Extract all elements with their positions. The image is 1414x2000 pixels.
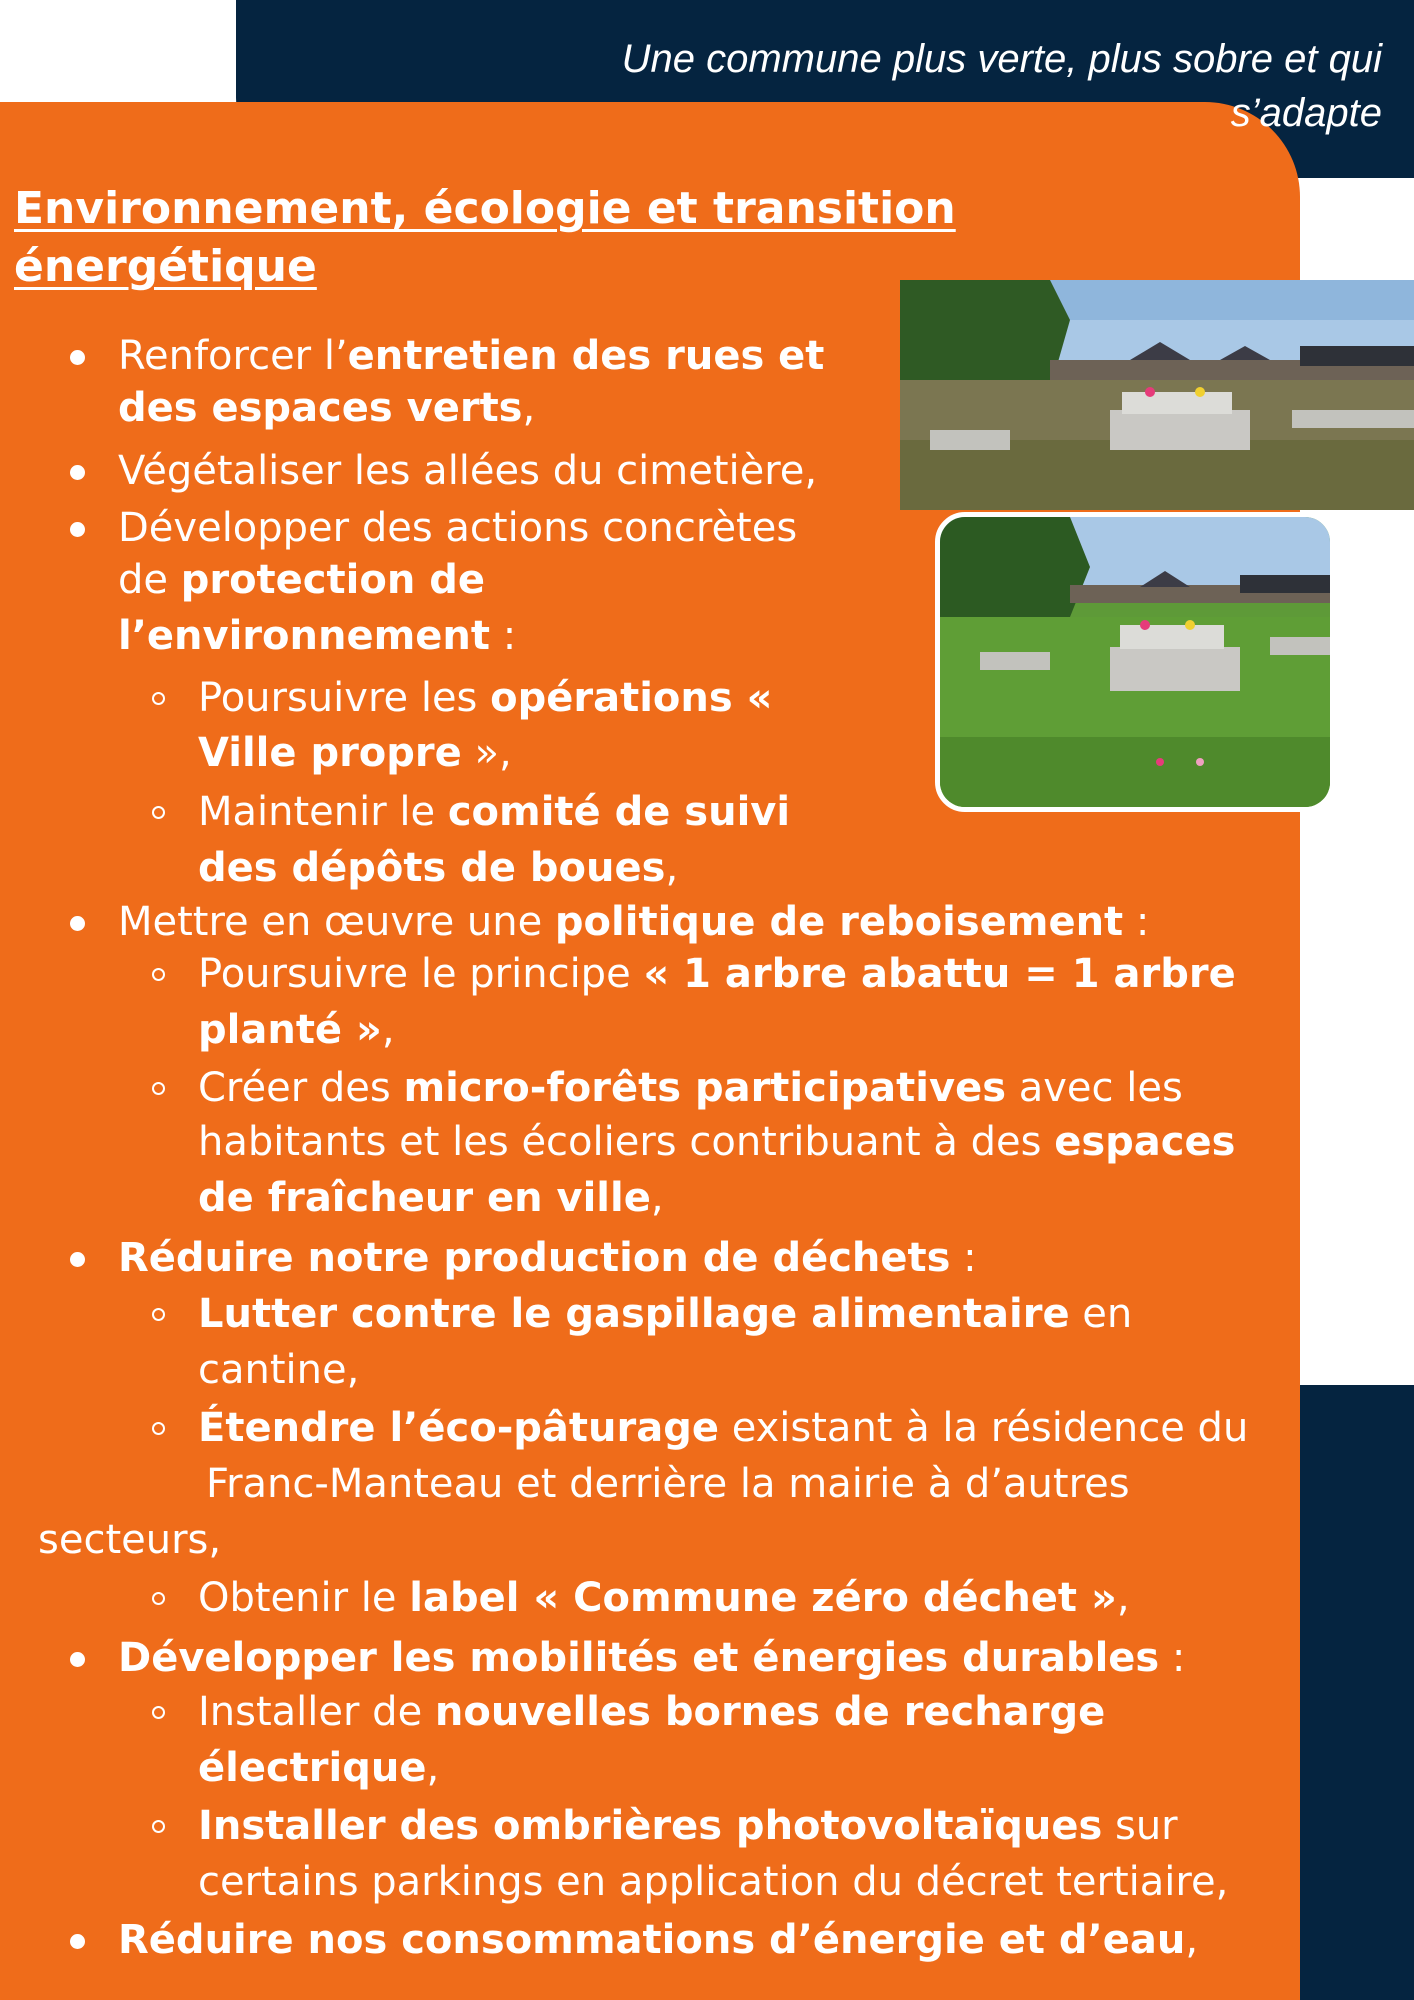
list-line (118, 554, 485, 606)
body-text: Obtenir le (198, 1575, 410, 1621)
list-line (118, 445, 817, 497)
section-title-line-2: énergétique (14, 241, 317, 292)
list-line (198, 1004, 395, 1056)
cemetery-photo-before (900, 280, 1414, 510)
emphasis-text: Lutter contre le gaspillage alimentaire (198, 1291, 1070, 1337)
side-accent (1290, 1385, 1414, 2000)
sub-bullet-icon (152, 806, 165, 819)
emphasis-text: Réduire notre production de déchets (118, 1235, 951, 1281)
body-text: existant à la résidence du (719, 1405, 1249, 1451)
list-line (118, 896, 1149, 948)
sub-bullet-icon (152, 692, 165, 705)
body-text: , (381, 1007, 395, 1053)
list-line (198, 948, 1236, 1000)
list-line (198, 1116, 1235, 1168)
list-line (38, 1514, 221, 1566)
tagline-line-2: s’adapte (1230, 91, 1382, 135)
list-line (118, 1232, 977, 1284)
list-line (198, 1062, 1183, 1114)
list-line (198, 1856, 1228, 1908)
list-line (118, 330, 824, 382)
sub-bullet-icon (152, 1422, 165, 1435)
body-text: Poursuivre le principe (198, 951, 644, 997)
emphasis-text: Étendre l’éco-pâturage (198, 1405, 719, 1451)
list-line (198, 1402, 1248, 1454)
body-text: Poursuivre les (198, 675, 491, 721)
body-text: Développer des actions concrètes (118, 505, 798, 551)
body-text: sur (1102, 1803, 1178, 1849)
emphasis-text: des dépôts de boues (198, 845, 666, 891)
emphasis-text: Développer les mobilités et énergies durables (118, 1635, 1160, 1681)
bullet-icon (70, 1652, 85, 1667)
emphasis-text: électrique (198, 1745, 427, 1791)
emphasis-text: opérations « (490, 675, 773, 721)
body-text: Maintenir le (198, 789, 448, 835)
bullet-icon (70, 916, 85, 931)
list-line (198, 1742, 439, 1794)
bullet-icon (70, 1934, 85, 1949)
body-text: , (1185, 1917, 1199, 1963)
sub-bullet-icon (152, 1592, 165, 1605)
body-text: : (490, 613, 517, 659)
list-line (118, 1914, 1198, 1966)
list-line (198, 1344, 359, 1396)
emphasis-text: espaces (1054, 1119, 1236, 1165)
list-line (198, 727, 512, 779)
body-text: avec les (1006, 1065, 1183, 1111)
body-text: secteurs, (38, 1517, 222, 1563)
body-text: , (426, 1745, 440, 1791)
body-text: : (1159, 1635, 1186, 1681)
body-text: , (650, 1175, 664, 1221)
body-text: Végétaliser les allées du cimetière, (118, 448, 818, 494)
tagline-line-1: Une commune plus verte, plus sobre et qui (621, 37, 1382, 81)
list-line (198, 842, 678, 894)
emphasis-text: entretien des rues et (347, 333, 825, 379)
body-text: : (950, 1235, 977, 1281)
body-text: », (461, 730, 512, 776)
emphasis-text: l’environnement (118, 613, 490, 659)
emphasis-text: Installer des ombrières photovoltaïques (198, 1803, 1103, 1849)
section-title-line-1: Environnement, écologie et transition (14, 183, 956, 234)
list-line (198, 1572, 1130, 1624)
body-text: , (665, 845, 679, 891)
sub-bullet-icon (152, 1820, 165, 1833)
body-text: : (1123, 899, 1150, 945)
emphasis-text: protection de (180, 557, 485, 603)
body-text: Installer de (198, 1689, 435, 1735)
list-line (198, 1800, 1178, 1852)
list-line (206, 1458, 1130, 1510)
list-line (118, 610, 516, 662)
emphasis-text: Réduire nos consommations d’énergie et d’eau (118, 1917, 1186, 1963)
body-text: Créer des (198, 1065, 404, 1111)
emphasis-text: de fraîcheur en ville (198, 1175, 651, 1221)
emphasis-text: Ville propre (198, 730, 462, 776)
body-text: de (118, 557, 181, 603)
sub-bullet-icon (152, 968, 165, 981)
bullet-icon (70, 350, 85, 365)
bullet-icon (70, 1252, 85, 1267)
emphasis-text: « 1 arbre abattu = 1 arbre (643, 951, 1236, 997)
sub-bullet-icon (152, 1308, 165, 1321)
list-line (198, 672, 772, 724)
body-text: Renforcer l’ (118, 333, 348, 379)
body-text: Mettre en œuvre une (118, 899, 555, 945)
emphasis-text: label « Commune zéro déchet » (409, 1575, 1117, 1621)
body-text: , (1116, 1575, 1130, 1621)
list-line (198, 1288, 1132, 1340)
body-text: habitants et les écoliers contribuant à des (198, 1119, 1055, 1165)
bullet-icon (70, 522, 85, 537)
tagline (282, 32, 1382, 140)
sub-bullet-icon (152, 1706, 165, 1719)
emphasis-text: comité de suivi (447, 789, 791, 835)
body-text: cantine, (198, 1347, 360, 1393)
list-line (198, 1172, 664, 1224)
emphasis-text: des espaces verts (118, 385, 523, 431)
list-line (118, 1632, 1185, 1684)
body-text: , (522, 385, 536, 431)
emphasis-text: micro-forêts participatives (403, 1065, 1007, 1111)
emphasis-text: politique de reboisement (554, 899, 1124, 945)
body-text: en (1069, 1291, 1133, 1337)
cemetery-photo-after (935, 512, 1335, 812)
list-line (118, 382, 535, 434)
body-text: certains parkings en application du décret tertiaire, (198, 1859, 1229, 1905)
section-title (14, 180, 1114, 296)
sub-bullet-icon (152, 1082, 165, 1095)
emphasis-text: nouvelles bornes de recharge (434, 1689, 1106, 1735)
list-line (198, 1686, 1105, 1738)
body-text: Franc-Manteau et derrière la mairie à d’autres (206, 1461, 1130, 1507)
bullet-icon (70, 465, 85, 480)
emphasis-text: planté » (198, 1007, 382, 1053)
list-line (198, 786, 790, 838)
list-line (118, 502, 797, 554)
